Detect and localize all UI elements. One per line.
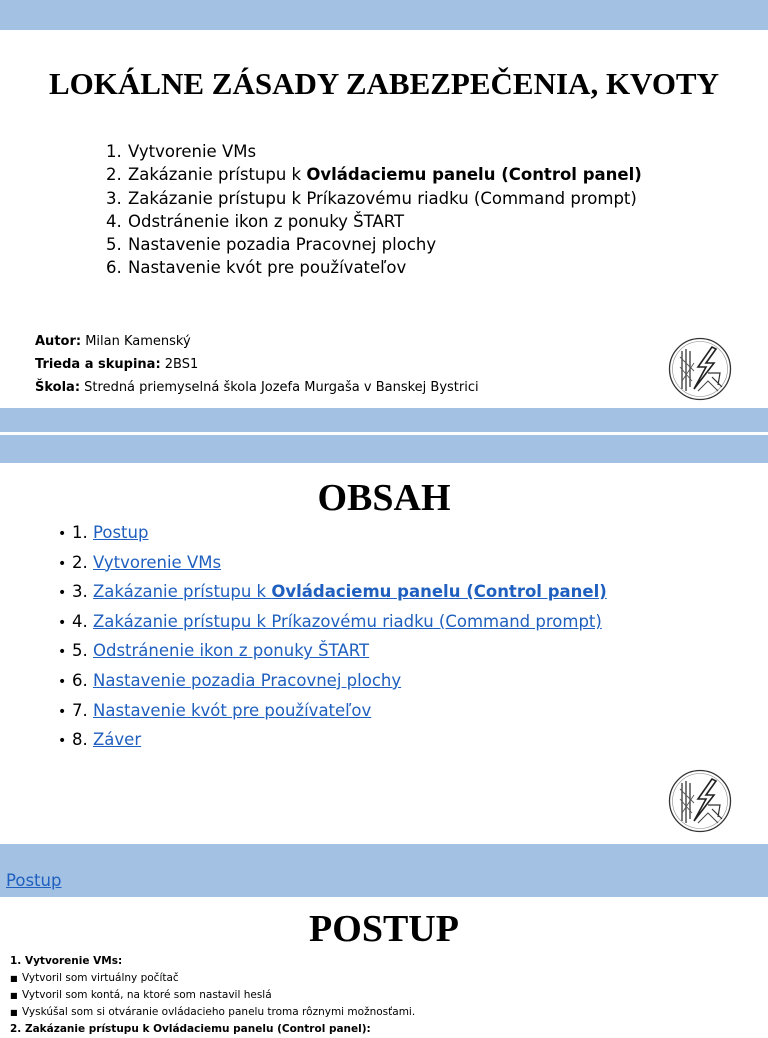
- step-bullet: [10, 987, 415, 1004]
- toc-number: 5.: [72, 641, 93, 661]
- author-value: Milan Kamenský: [81, 334, 191, 349]
- school-value: Stredná priemyselná škola Jozefa Murgaša v Banskej Bystrici: [80, 380, 479, 395]
- back-link-postup[interactable]: Postup: [6, 871, 62, 890]
- bullet-icon: •: [58, 733, 67, 750]
- toc-link-quotas[interactable]: [93, 701, 371, 720]
- bullet-icon: •: [58, 555, 67, 572]
- agenda-number: 3.: [106, 188, 122, 208]
- toc-number: 8.: [72, 730, 93, 750]
- toc-item: [58, 578, 607, 608]
- toc-link-text: Zakázanie prístupu k Príkazovému riadku (Command prompt): [93, 611, 602, 631]
- bullet-icon: •: [58, 644, 67, 661]
- toc-link-text: Postup: [93, 523, 149, 542]
- step-bullet-text: Vytvoril som virtuálny počítač: [22, 972, 179, 984]
- agenda-item: [106, 256, 642, 279]
- toc-item: [58, 608, 607, 638]
- toc-link-conclusion[interactable]: [93, 730, 141, 749]
- toc-link-command-prompt[interactable]: [93, 612, 602, 631]
- agenda-item: [106, 233, 642, 256]
- step-heading-text: 1. Vytvorenie VMs:: [10, 955, 123, 967]
- slide3-title: POSTUP: [309, 908, 459, 950]
- toc-link-postup[interactable]: [93, 523, 148, 542]
- agenda-number: 5.: [106, 235, 122, 255]
- step-bullet: [10, 1004, 415, 1021]
- toc-link-vms[interactable]: [93, 553, 221, 572]
- agenda-bold-text: Ovládaciemu panelu (Control panel): [306, 165, 642, 185]
- toc-link-text: Záver: [93, 730, 142, 750]
- toc-link-start-icons[interactable]: [93, 641, 369, 660]
- agenda-text: Nastavenie kvót pre používateľov: [128, 258, 407, 278]
- toc-link-text: Nastavenie kvót pre používateľov: [93, 700, 372, 720]
- bullet-icon: •: [58, 526, 67, 542]
- bullet-icon: •: [58, 673, 67, 690]
- agenda-text: Zakázanie prístupu k: [128, 165, 307, 185]
- slide3-top-band: [0, 844, 768, 897]
- step-bullet-text: Vytvoril som kontá, na ktoré som nastavil heslá: [22, 989, 272, 1001]
- agenda-text: Zakázanie prístupu k Príkazovému riadku (Command prompt): [128, 188, 637, 208]
- toc-link-text: Zakázanie prístupu k: [93, 582, 272, 602]
- agenda-text: Nastavenie pozadia Pracovnej plochy: [128, 235, 437, 255]
- step-bullet: [10, 970, 415, 987]
- agenda-item: [106, 210, 642, 233]
- bullet-icon: •: [58, 614, 67, 631]
- school-emblem-icon: [668, 337, 732, 401]
- toc-item: [58, 549, 607, 579]
- slide2-title: OBSAH: [317, 477, 451, 519]
- agenda-item: [106, 163, 642, 186]
- agenda-text: Odstránenie ikon z ponuky ŠTART: [128, 211, 405, 231]
- slide2-top-band: [0, 435, 768, 463]
- step-heading-text: 2. Zakázanie prístupu k Ovládaciemu panelu (Control panel):: [10, 1023, 371, 1035]
- agenda-number: 6.: [106, 258, 122, 278]
- author-line: [35, 330, 479, 353]
- agenda-text: Vytvorenie VMs: [128, 142, 257, 161]
- school-line: [35, 376, 479, 399]
- toc-number: 1.: [72, 523, 93, 542]
- agenda-item: [106, 140, 642, 163]
- credits-block: [35, 330, 479, 399]
- agenda-number: 4.: [106, 211, 122, 231]
- toc-item: [58, 667, 607, 697]
- toc-link-text: Odstránenie ikon z ponuky ŠTART: [93, 641, 370, 661]
- toc-number: 3.: [72, 582, 93, 602]
- square-bullet-icon: ■: [10, 991, 18, 1000]
- toc-link-text: Vytvorenie VMs: [93, 552, 222, 572]
- toc-list: [58, 519, 607, 756]
- step-heading: [10, 953, 415, 970]
- class-value: 2BS1: [160, 357, 199, 372]
- toc-number: 7.: [72, 700, 93, 720]
- slide1-title: LOKÁLNE ZÁSADY ZABEZPEČENIA, KVOTY: [48, 66, 719, 101]
- square-bullet-icon: ■: [10, 1008, 18, 1017]
- toc-item: [58, 519, 607, 549]
- slide1-bottom-band: [0, 408, 768, 432]
- toc-link-control-panel[interactable]: [93, 582, 607, 601]
- author-label: Autor:: [35, 334, 82, 349]
- toc-number: 6.: [72, 670, 93, 690]
- agenda-item: [106, 187, 642, 210]
- bullet-icon: •: [58, 703, 67, 720]
- bullet-icon: •: [58, 585, 67, 602]
- toc-link-desktop-background[interactable]: [93, 671, 401, 690]
- toc-item: [58, 637, 607, 667]
- toc-number: 2.: [72, 552, 93, 572]
- school-label: Škola:: [35, 380, 81, 395]
- steps-block: [10, 953, 415, 1038]
- agenda-number: 1.: [106, 142, 122, 161]
- step-bullet-text: Vyskúšal som si otváranie ovládacieho panelu troma rôznymi možnosťami.: [22, 1006, 416, 1018]
- agenda-list: [106, 140, 642, 280]
- school-emblem-icon: [668, 769, 732, 833]
- toc-item: [58, 697, 607, 727]
- toc-number: 4.: [72, 611, 93, 631]
- toc-link-text: Nastavenie pozadia Pracovnej plochy: [93, 670, 402, 690]
- class-line: [35, 353, 479, 376]
- toc-item: [58, 726, 607, 756]
- slide1-top-band: [0, 0, 768, 30]
- class-label: Trieda a skupina:: [35, 357, 161, 372]
- toc-link-bold-text: Ovládaciemu panelu (Control panel): [271, 582, 607, 602]
- step-heading: [10, 1021, 415, 1038]
- square-bullet-icon: ■: [10, 974, 18, 983]
- agenda-number: 2.: [106, 165, 122, 185]
